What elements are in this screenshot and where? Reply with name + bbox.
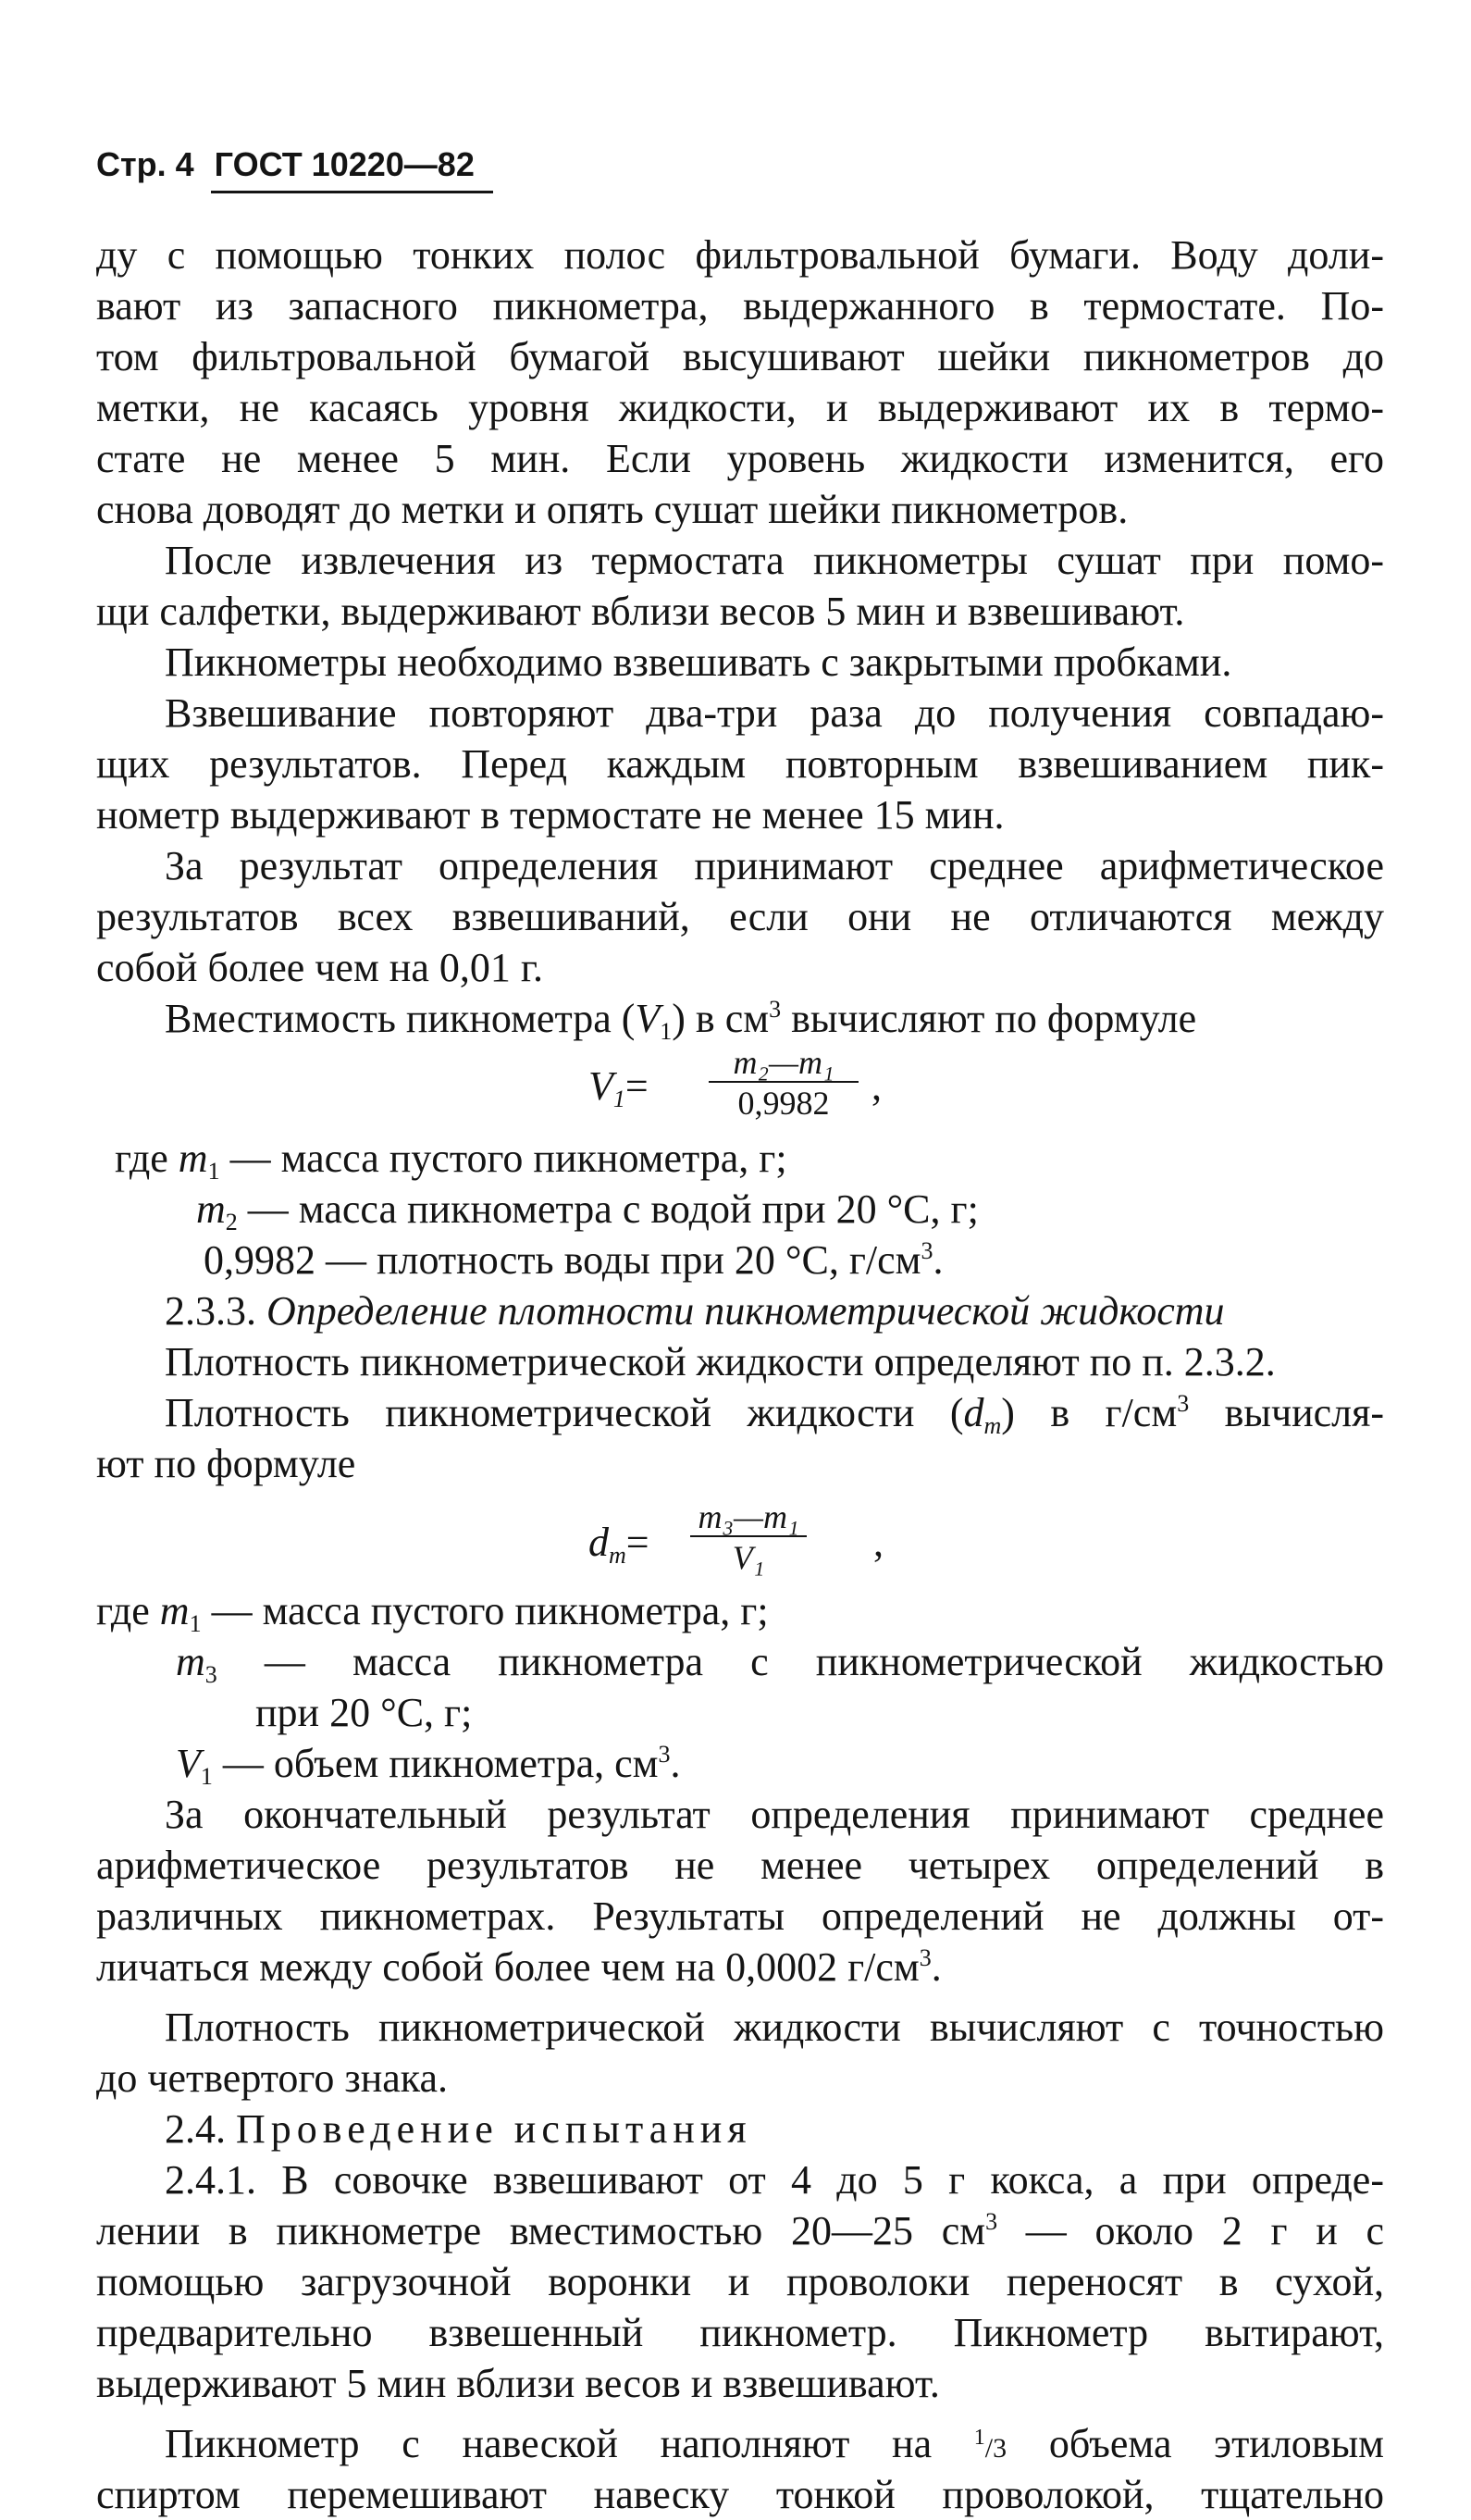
text-line: За результат определения принимают среднее арифметическое xyxy=(165,843,1384,888)
text-line: лении в пикнометре вместимостью 20—25 $см^3$ — около 2 г и с xyxy=(96,2208,1384,2253)
text-line: щи салфетки, выдерживают вблизи весов 5 мин и взвешивают. xyxy=(96,589,1185,634)
legend-line: $V_1$ — объем пикнометра, $см^3$. xyxy=(176,1741,681,1790)
text-line: Пикнометры необходимо взвешивать с закрытыми пробками. xyxy=(165,639,1232,685)
text-line: арифметическое результатов не менее четырех определений в xyxy=(96,1843,1384,1888)
section-heading: 2.4. Проведение испытания xyxy=(165,2106,752,2152)
formula-density: $d_m=$ $\frac{\text{m₃—m₁}}{\text{V₁}}$ , xyxy=(588,1498,884,1576)
legend-line: $m_2$ — масса пикнометра с водой при 20 °C, г; xyxy=(196,1186,979,1235)
text-line: метки, не касаясь уровня жидкости, и выдерживают их в термо- xyxy=(96,385,1384,430)
legend-line: 0,9982 — плотность воды при 20 °C, $г/см^3$. xyxy=(204,1237,944,1283)
section-heading: 2.3.3. Определение плотности пикнометрической жидкости xyxy=(165,1288,1225,1334)
text-line: Пикнометр с навеской наполняют на $^1$/3 объема этиловым xyxy=(165,2421,1384,2466)
text-line: помощью загрузочной воронки и проволоки переносят в сухой, xyxy=(96,2259,1384,2304)
text-line: нометр выдерживают в термостате не менее 15 мин. xyxy=(96,792,1005,838)
text-line: ют по формуле xyxy=(96,1441,356,1486)
fraction-one-third: $^1$/3 xyxy=(973,2426,1007,2464)
text-line: до четвертого знака. xyxy=(96,2055,449,2101)
text-line: Вместимость пикнометра $(V_1)$ в $см^3$ вычисляют по формуле xyxy=(165,996,1197,1045)
text-line: выдерживают 5 мин вблизи весов и взвешивают. xyxy=(96,2361,940,2406)
text-line: вают из запасного пикнометра, выдержанного в термостате. По- xyxy=(96,283,1384,329)
text-line: стате не менее 5 мин. Если уровень жидкости изменится, его xyxy=(96,436,1384,481)
text-line: предварительно взвешенный пикнометр. Пикнометр вытирают, xyxy=(96,2310,1384,2355)
text-line: снова доводят до метки и опять сушат шейки пикнометров. xyxy=(96,487,1129,532)
text-line: 2.4.1. В совочке взвешивают от 4 до 5 г кокса, а при опреде- xyxy=(165,2157,1384,2203)
header-rule xyxy=(211,191,493,193)
text-line: личаться между собой более чем на 0,0002 $г/см^3$. xyxy=(96,1944,942,1990)
text-line: результатов всех взвешиваний, если они не отличаются между xyxy=(96,894,1384,939)
text-line: За окончательный результат определения принимают среднее xyxy=(165,1792,1384,1837)
formula-volume: $V_1=$ $\frac{\text{m₂—m₁}}{0,9982}$ , xyxy=(588,1044,882,1122)
formula-fraction: $\frac{\text{m₂—m₁}}{0,9982}$ xyxy=(709,1044,859,1122)
text-line: Плотность пикнометрической жидкости определяют по п. 2.3.2. xyxy=(165,1339,1276,1384)
text-line: том фильтровальной бумагой высушивают шейки пикнометров до xyxy=(96,334,1384,379)
legend-line: $m_3$ — масса пикнометра с пикнометрической жидкостью xyxy=(176,1639,1384,1688)
legend-line: где $m_1$ — масса пустого пикнометра, г; xyxy=(115,1136,787,1185)
text-line: щих результатов. Перед каждым повторным взвешиванием пик- xyxy=(96,741,1384,787)
text-line: ду с помощью тонких полос фильтровальной бумаги. Воду доли- xyxy=(96,232,1384,278)
text-line: После извлечения из термостата пикнометры сушат при помо- xyxy=(165,538,1384,583)
text-line: Плотность пикнометрической жидкости $(d_m)$ в $г/см^3$ вычисля- xyxy=(165,1390,1384,1439)
text-line: спиртом перемешивают навеску тонкой проволокой, тщательно xyxy=(96,2472,1384,2517)
page-header xyxy=(96,146,475,183)
standard-number: ГОСТ 10220—82 xyxy=(214,145,475,183)
text-line: собой более чем на 0,01 г. xyxy=(96,945,543,990)
legend-line: где $m_1$ — масса пустого пикнометра, г; xyxy=(96,1588,769,1637)
legend-line: при 20 °C, г; xyxy=(255,1690,473,1735)
text-line: Взвешивание повторяют два-три раза до получения совпадаю- xyxy=(165,690,1384,736)
formula-fraction: $\frac{\text{m₃—m₁}}{\text{V₁}}$ xyxy=(690,1498,807,1576)
page-label: Стр. 4 xyxy=(96,145,194,183)
text-line: различных пикнометрах. Результаты определений не должны от- xyxy=(96,1893,1384,1939)
text-line: Плотность пикнометрической жидкости вычисляют с точностью xyxy=(165,2005,1384,2050)
body-text xyxy=(96,230,1384,2520)
